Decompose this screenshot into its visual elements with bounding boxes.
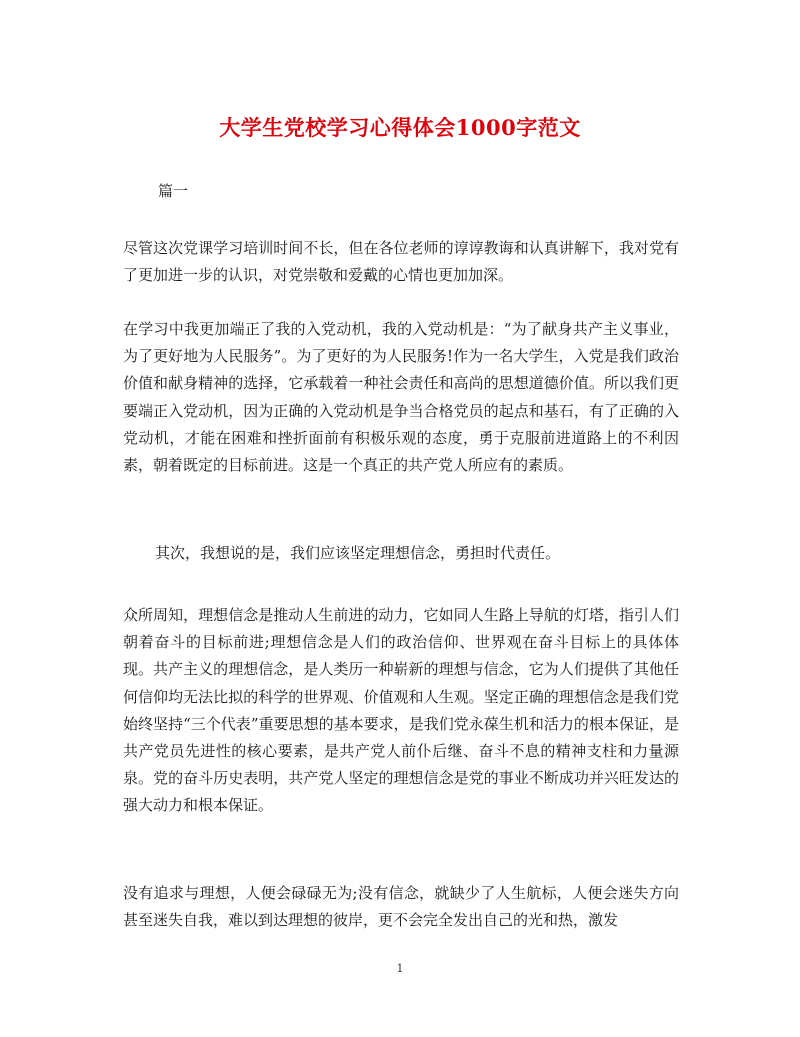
paragraph-3: 其次，我想说的是，我们应该坚定理想信念，勇担时代责任。: [155, 544, 561, 562]
paragraph-4: 众所周知，理想信念是推动人生前进的动力，它如同人生路上导航的灯塔，指引人们朝着奋斗的目标前进;理想信念是人们的政治信仰、世界观在奋斗目标上的具体体现。共产主义的理想信念，是人类历一种崭新的理想与信念，它为人们提供了其他任何信仰均无法比拟的科学的世界观、价值观和人生观。坚定正确的理想信念是我们党始终坚持“三个代表”重要思想的基本要求，是我们党永葆生机和活力的根本保证，是共产党员先进性的核心要素，是共产党人前仆后继、奋斗不息的精神支柱和力量源泉。党的奋斗历史表明，共产党人坚定的理想信念是党的事业不断成功并兴旺发达的强大动力和根本保证。: [123, 606, 679, 815]
paragraph-5: 没有追求与理想，人便会碌碌无为;没有信念，就缺少了人生航标，人便会迷失方向甚至迷失自我，难以到达理想的彼岸，更不会完全发出自己的光和热，激发: [123, 884, 679, 930]
page-number: 1: [396, 962, 404, 975]
paragraph-2: 在学习中我更加端正了我的入党动机，我的入党动机是：“为了献身共产主义事业，为了更好地为人民服务”。为了更好的为人民服务!作为一名大学生，入党是我们政治价值和献身精神的选择，它承载着一种社会责任和高尚的思想道德价值。所以我们更要端正入党动机，因为正确的入党动机是争当合格党员的起点和基石，有了正确的入党动机，才能在困难和挫折面前有积极乐观的态度，勇于克服前进道路上的不利因素，朝着既定的目标前进。这是一个真正的共产党人所应有的素质。: [123, 320, 679, 475]
document-title: 大学生党校学习心得体会1000字范文: [219, 115, 581, 140]
section-heading: 篇一: [158, 182, 189, 200]
paragraph-1: 尽管这次党课学习培训时间不长，但在各位老师的谆谆教诲和认真讲解下，我对党有了更加进一步的认识，对党崇敬和爱戴的心情也更加加深。: [123, 239, 679, 285]
